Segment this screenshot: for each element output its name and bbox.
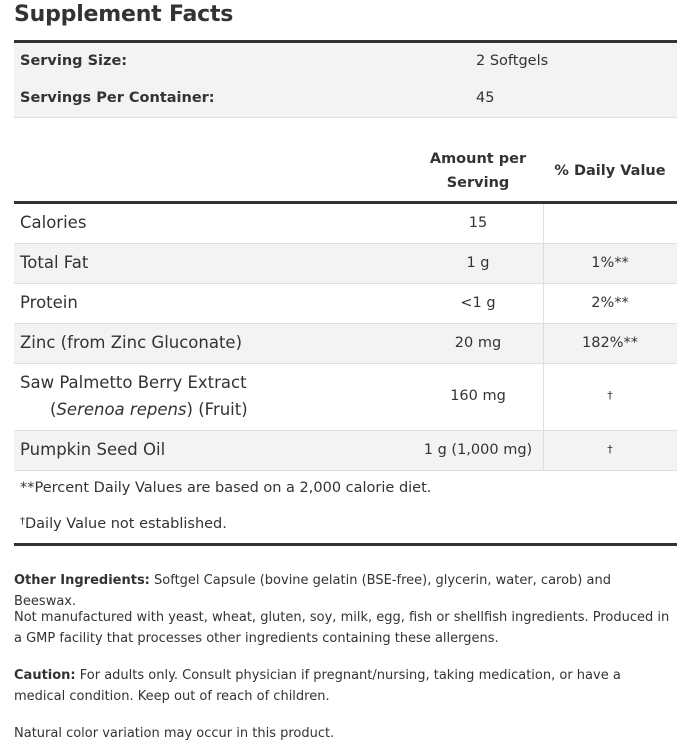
amount-per-serving-header (404, 147, 552, 195)
nutrient-dv: † (607, 389, 613, 402)
column-divider (543, 204, 544, 470)
nutrient-row-total-fat (14, 244, 677, 284)
nutrient-dv: † (607, 443, 613, 456)
serving-size-row (14, 43, 677, 81)
nutrient-amount: 160 mg (450, 388, 506, 404)
allergen-note: Not manufactured with yeast, wheat, gluten, soy, milk, egg, fish or shellfish ingredients. Produced in a GMP facility that processes other ingredients containing these allergens. (14, 610, 670, 646)
serving-size-label: Serving Size: (20, 53, 128, 69)
percent-dv-footnote: **Percent Daily Values are based on a 2,000 calorie diet. (20, 480, 432, 496)
nutrient-name: Calories (20, 213, 87, 232)
caution-text: For adults only. Consult physician if pregnant/nursing, taking medication, or have a medical condition. Keep out of reach of children. (14, 668, 621, 704)
dagger-note: Daily Value not established. (25, 516, 227, 532)
nutrient-name: Zinc (from Zinc Gluconate) (20, 333, 243, 352)
latin-name-open: ( (50, 400, 57, 419)
nutrient-name: Pumpkin Seed Oil (20, 440, 166, 459)
nutrient-row-zinc (14, 324, 677, 364)
nutrient-amount: 1 g (1,000 mg) (423, 442, 533, 458)
dagger-footnote (20, 516, 227, 532)
nutrient-name: Saw Palmetto Berry Extract (20, 373, 247, 392)
amount-header-line2: Serving (446, 175, 510, 191)
nutrient-dv: 182%** (582, 335, 638, 351)
nutrient-dv: 1%** (591, 255, 629, 271)
nutrient-dv: 2%** (591, 295, 629, 311)
amount-header-line1: Amount per (429, 151, 527, 167)
serving-size-value: 2 Softgels (476, 53, 549, 69)
nutrient-row-calories (14, 204, 677, 244)
nutrient-row-protein (14, 284, 677, 324)
bottom-rule (14, 543, 677, 546)
caution-label: Caution: (14, 668, 76, 683)
caution (14, 665, 674, 707)
nutrient-amount: 20 mg (454, 335, 502, 351)
nutrient-name: Total Fat (20, 253, 89, 272)
nutrient-amount: 15 (468, 215, 488, 231)
color-variation-note: Natural color variation may occur in this product. (14, 726, 335, 741)
servings-per-container-label: Servings Per Container: (20, 90, 215, 106)
latin-name-close: ) (Fruit) (186, 400, 248, 419)
nutrient-name: Protein (20, 293, 78, 312)
nutrient-amount: <1 g (460, 295, 496, 311)
servings-per-container-row (14, 80, 677, 118)
panel-title: Supplement Facts (14, 2, 234, 27)
other-ingredients-label: Other Ingredients: (14, 573, 150, 588)
other-ingredients-text: Softgel Capsule (bovine gelatin (BSE-free), glycerin, water, carob) and Beeswax. (14, 573, 611, 609)
other-ingredients (14, 570, 674, 612)
daily-value-header: % Daily Value (554, 163, 666, 179)
servings-per-container-value: 45 (476, 90, 495, 106)
nutrient-name-line2 (50, 400, 248, 419)
nutrient-row-pumpkin-seed-oil (14, 431, 677, 471)
latin-name: Serenoa repens (56, 400, 187, 419)
nutrient-row-saw-palmetto (14, 364, 677, 431)
nutrient-amount: 1 g (466, 255, 490, 271)
dagger-symbol: † (20, 516, 25, 527)
